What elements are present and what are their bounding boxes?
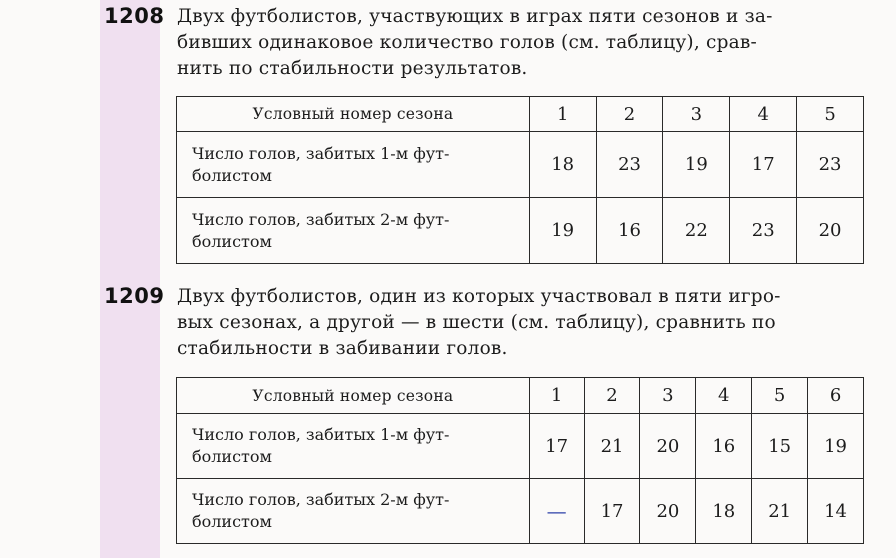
problem-text-line: вых сезонах, а другой — в шести (см. таблицу), сравнить по — [177, 312, 776, 333]
goal-count: 21 — [752, 479, 808, 544]
row-label-line: болистом — [192, 165, 272, 185]
season-number: 1 — [529, 97, 596, 132]
goal-count: 23 — [797, 132, 864, 198]
goal-count: 15 — [752, 414, 808, 479]
row-label-line: Число голов, забитых 1-м фут- — [192, 425, 450, 444]
goal-count: 16 — [696, 414, 752, 479]
problem-text — [177, 4, 867, 82]
problem-text — [177, 284, 867, 362]
season-number: 3 — [640, 378, 696, 414]
row-label-line: болистом — [192, 512, 272, 531]
goal-count: 17 — [730, 132, 797, 198]
problem-text-line: бивших одинаковое количество голов (см. таблицу), срав- — [177, 32, 757, 53]
goal-count: 17 — [584, 479, 640, 544]
table-row — [177, 479, 864, 544]
goal-count: 18 — [529, 132, 596, 198]
data-table — [176, 96, 864, 264]
margin-highlight — [100, 0, 160, 558]
header-label: Условный номер сезона — [177, 378, 530, 414]
goal-count: 14 — [808, 479, 864, 544]
row-label-line: Число голов, забитых 1-м фут- — [192, 143, 450, 163]
table-header-row — [177, 378, 864, 414]
goal-count: 21 — [584, 414, 640, 479]
goal-count: 20 — [797, 198, 864, 264]
season-number: 3 — [663, 97, 730, 132]
table-row — [177, 132, 864, 198]
goal-count: 19 — [529, 198, 596, 264]
goal-count: 19 — [808, 414, 864, 479]
season-number: 1 — [529, 378, 584, 414]
goal-count: 19 — [663, 132, 730, 198]
goal-count: 23 — [596, 132, 663, 198]
data-table — [176, 377, 864, 544]
goal-count: 22 — [663, 198, 730, 264]
problem-text-line: нить по стабильности результатов. — [177, 58, 528, 79]
season-number: 5 — [752, 378, 808, 414]
table-row — [177, 198, 864, 264]
row-label-line: болистом — [192, 447, 272, 466]
problem-text-line: стабильности в забивании голов. — [177, 338, 508, 359]
missing-value-dash: — — [529, 479, 584, 544]
season-number: 5 — [797, 97, 864, 132]
goal-count: 20 — [640, 414, 696, 479]
table-header-row — [177, 97, 864, 132]
problem-number: 1208 — [104, 4, 165, 28]
row-label-line: болистом — [192, 231, 272, 251]
row-label — [177, 414, 530, 479]
goal-count: 23 — [730, 198, 797, 264]
row-label — [177, 132, 530, 198]
table-row — [177, 414, 864, 479]
problem-text-line: Двух футболистов, один из которых участвовал в пяти игро- — [177, 286, 781, 307]
problem-text-line: Двух футболистов, участвующих в играх пяти сезонов и за- — [177, 6, 773, 27]
season-number: 2 — [596, 97, 663, 132]
problem-number: 1209 — [104, 284, 165, 308]
goal-count: 16 — [596, 198, 663, 264]
header-label: Условный номер сезона — [177, 97, 530, 132]
season-number: 4 — [696, 378, 752, 414]
goal-count: 20 — [640, 479, 696, 544]
season-number: 2 — [584, 378, 640, 414]
season-number: 6 — [808, 378, 864, 414]
goal-count: 17 — [529, 414, 584, 479]
row-label — [177, 198, 530, 264]
row-label — [177, 479, 530, 544]
row-label-line: Число голов, забитых 2-м фут- — [192, 490, 450, 509]
season-number: 4 — [730, 97, 797, 132]
goal-count: 18 — [696, 479, 752, 544]
row-label-line: Число голов, забитых 2-м фут- — [192, 209, 450, 229]
